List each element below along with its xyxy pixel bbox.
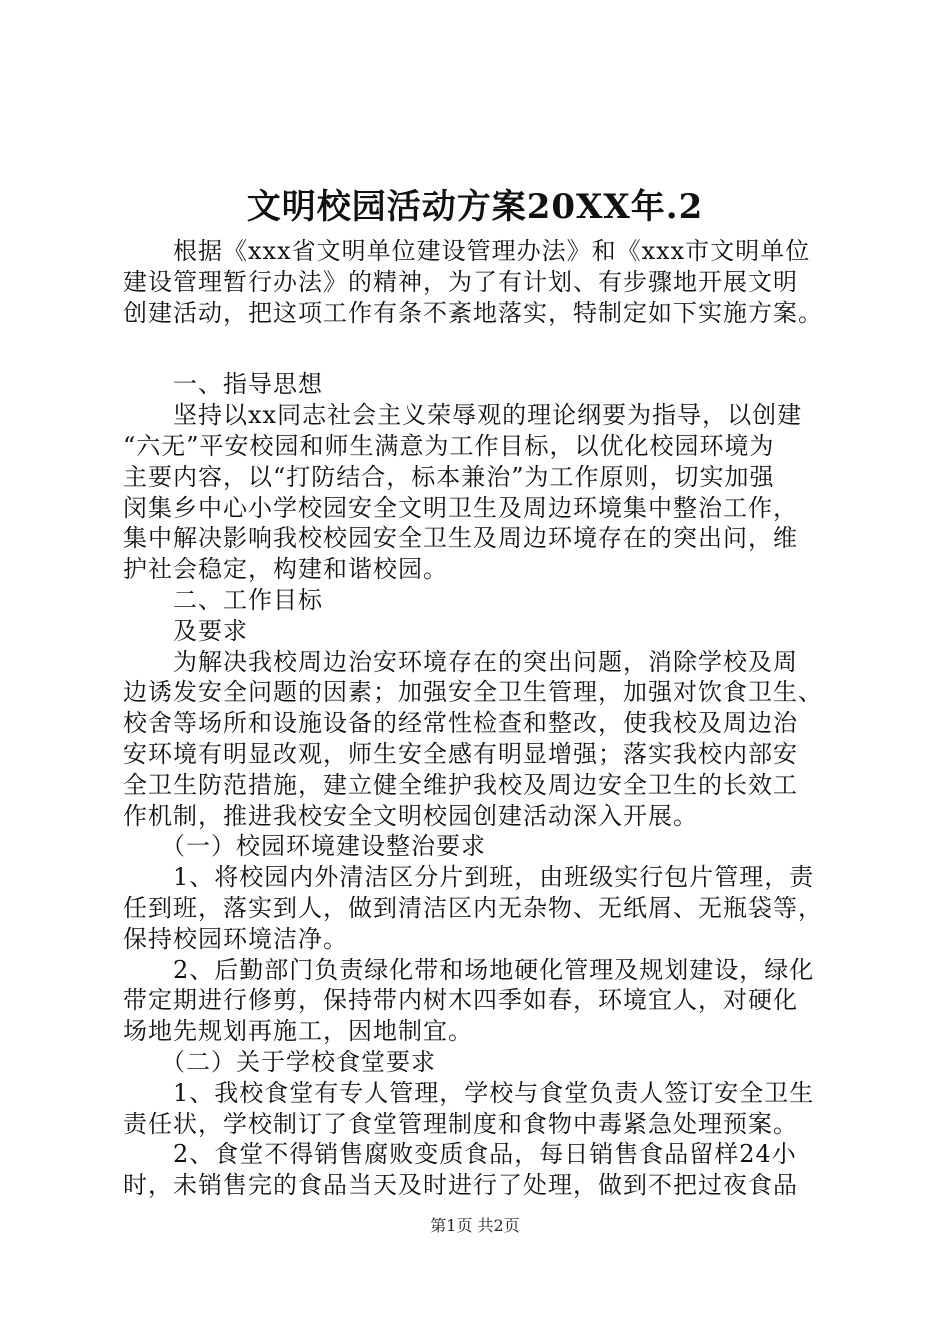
body-line: 闵集乡中心小学校园安全文明卫生及周边环境集中整治工作， [123, 493, 798, 522]
body-line: 任到班，落实到人，做到清洁区内无杂物、无纸屑、无瓶袋等， [123, 893, 823, 922]
section-heading: 及要求 [123, 616, 248, 645]
body-line: 保持校园环境洁净。 [123, 924, 348, 953]
body-line: 带定期进行修剪，保持带内树木四季如春，环境宜人，对硬化 [123, 986, 798, 1015]
body-line: 1、将校园内外清洁区分片到班，由班级实行包片管理，责 [123, 863, 815, 892]
body-line: 坚持以xx同志社会主义荣辱观的理论纲要为指导，以创建 [123, 401, 803, 430]
body-line: 为解决我校周边治安环境存在的突出问题，消除学校及周 [123, 647, 798, 676]
body-line: 全卫生防范措施，建立健全维护我校及周边安全卫生的长效工 [123, 770, 798, 799]
intro-line: 根据《xxx省文明单位建设管理办法》和《xxx市文明单位 [123, 237, 811, 265]
body-line: 护社会稳定，构建和谐校园。 [123, 555, 448, 584]
document-body [123, 236, 843, 1201]
paragraph-gap [123, 328, 843, 369]
body-line: 场地先规划再施工，因地制宜。 [123, 1017, 473, 1046]
subsection-heading: （一）校园环境建设整治要求 [123, 832, 486, 861]
body-line: 边诱发安全问题的因素；加强安全卫生管理，加强对饮食卫生、 [123, 678, 823, 707]
body-line: 2、食堂不得销售腐败变质食品，每日销售食品留样24小 [123, 1140, 797, 1169]
intro-line: 建设管理暂行办法》的精神，为了有计划、有步骤地开展文明 [123, 267, 798, 296]
document-title: 文明校园活动方案20XX年.2 [246, 187, 704, 227]
body-line: 校舍等场所和设施设备的经常性检查和整改，使我校及周边治 [123, 709, 798, 738]
body-line: 1、我校食堂有专人管理，学校与食堂负责人签订安全卫生 [123, 1078, 815, 1107]
body-line: “六无”平安校园和师生满意为工作目标，以优化校园环境为 [123, 431, 775, 460]
body-line: 集中解决影响我校校园安全卫生及周边环境存在的突出问，维 [123, 524, 798, 553]
section-heading: 一、指导思想 [123, 370, 323, 399]
body-line: 主要内容，以“打防结合，标本兼治”为工作原则，切实加强 [123, 462, 775, 491]
subsection-heading: （二）关于学校食堂要求 [123, 1047, 436, 1076]
section-heading: 二、工作目标 [123, 585, 323, 614]
body-line: 责任状，学校制订了食堂管理制度和食物中毒紧急处理预案。 [123, 1109, 798, 1138]
intro-line: 创建活动，把这项工作有条不紊地落实，特制定如下实施方案。 [123, 298, 823, 327]
body-line: 作机制，推进我校安全文明校园创建活动深入开展。 [123, 801, 698, 830]
body-line: 时，未销售完的食品当天及时进行了处理，做到不把过夜食品 [123, 1171, 798, 1200]
body-line: 2、后勤部门负责绿化带和场地硬化管理及规划建设，绿化 [123, 955, 815, 984]
body-line: 安环境有明显改观，师生安全感有明显增强；落实我校内部安 [123, 739, 798, 768]
page-number-footer: 第1页 共2页 [430, 1216, 520, 1235]
